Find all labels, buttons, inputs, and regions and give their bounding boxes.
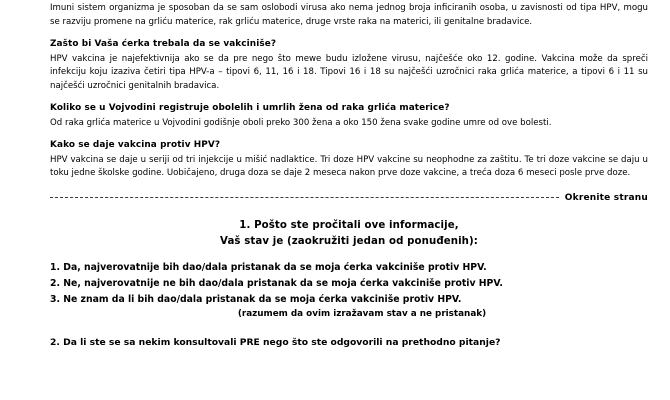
section-heading: Koliko se u Vojvodini registruje obolelih i umrlih žena od raka grlića materice? [50,103,450,114]
option-no[interactable]: 2. Ne, najverovatnije ne bih dao/dala pristanak da se moja ćerka vakciniše protiv HPV. [50,277,503,289]
section-how-given [50,130,648,181]
dashed-divider [50,197,559,198]
section-heading: Zašto bi Vaša ćerka trebala da se vakciniše? [50,39,277,50]
option-dont-know[interactable]: 3. Ne znam da li bih dao/dala pristanak da se moja ćerka vakciniše protiv HPV. [50,293,462,305]
option-yes[interactable]: 1. Da, najverovatnije bih dao/dala pristanak da se moja ćerka vakciniše protiv HPV. [50,261,487,273]
section-body: HPV vakcina se daje u seriji od tri injekcije u mišić nadlaktice. Tri doze HPV vakcine su neophodne za zaštitu. Te tri doze vakcine se daju u toku jedne školske godine. Uobičajeno, druga doza se daje 2 meseca nakon prve doze vakcine, a treća doza 6 meseci posle prve doze. [50,154,648,179]
intro-paragraph: Imuni sistem organizma je sposoban da se sam oslobodi virusa ako nema jednog broja inficiranih osoba, u zavisnosti od tipa HPV, mogu se razviju promene na grliću materice, rak grliću materice, druge vrste raka na materici, ili genitalne bradavice. [50,3,648,27]
section-body: HPV vakcina je najefektivnija ako se da pre nego što mewe budu izložene virusu, najčešće oko 12. godine. Vakcina može da spreči infekciju koju izaziva četiri tipa HPV-a – tipovi 6, 11, 16 i 18. Tipovi 16 i 18 su najčešći uzročnici raka grlića materice, a tipovi 6 i 11 su najčešći uzročnici genitalnih bradavica. [50,53,648,91]
section-why-vaccinate [50,29,648,93]
section-statistics [50,93,648,130]
section-heading: Kako se daje vakcina protiv HPV? [50,140,221,151]
question-1-line-1: 1. Pošto ste pročitali ove informacije, [239,219,459,231]
turn-page-label: Okrenite stranu [564,192,648,203]
question-1-note: (razumem da ovim izražavam stav a ne pristanak) [237,308,487,319]
turn-page-divider [50,181,648,205]
section-body: Od raka grlića materice u Vojvodini godišnje oboli preko 300 žena a oko 150 žena svake godine umre od ove bolesti. [50,117,552,128]
question-2: 2. Da li ste se sa nekim konsultovali PRE nego što ste odgovorili na prethodno pitanje? [50,336,501,348]
question-1-line-2: Vaš stav je (zaokružiti jedan od ponuđenih): [220,236,478,248]
question-1-block [50,205,648,251]
question-1-options [50,251,648,319]
